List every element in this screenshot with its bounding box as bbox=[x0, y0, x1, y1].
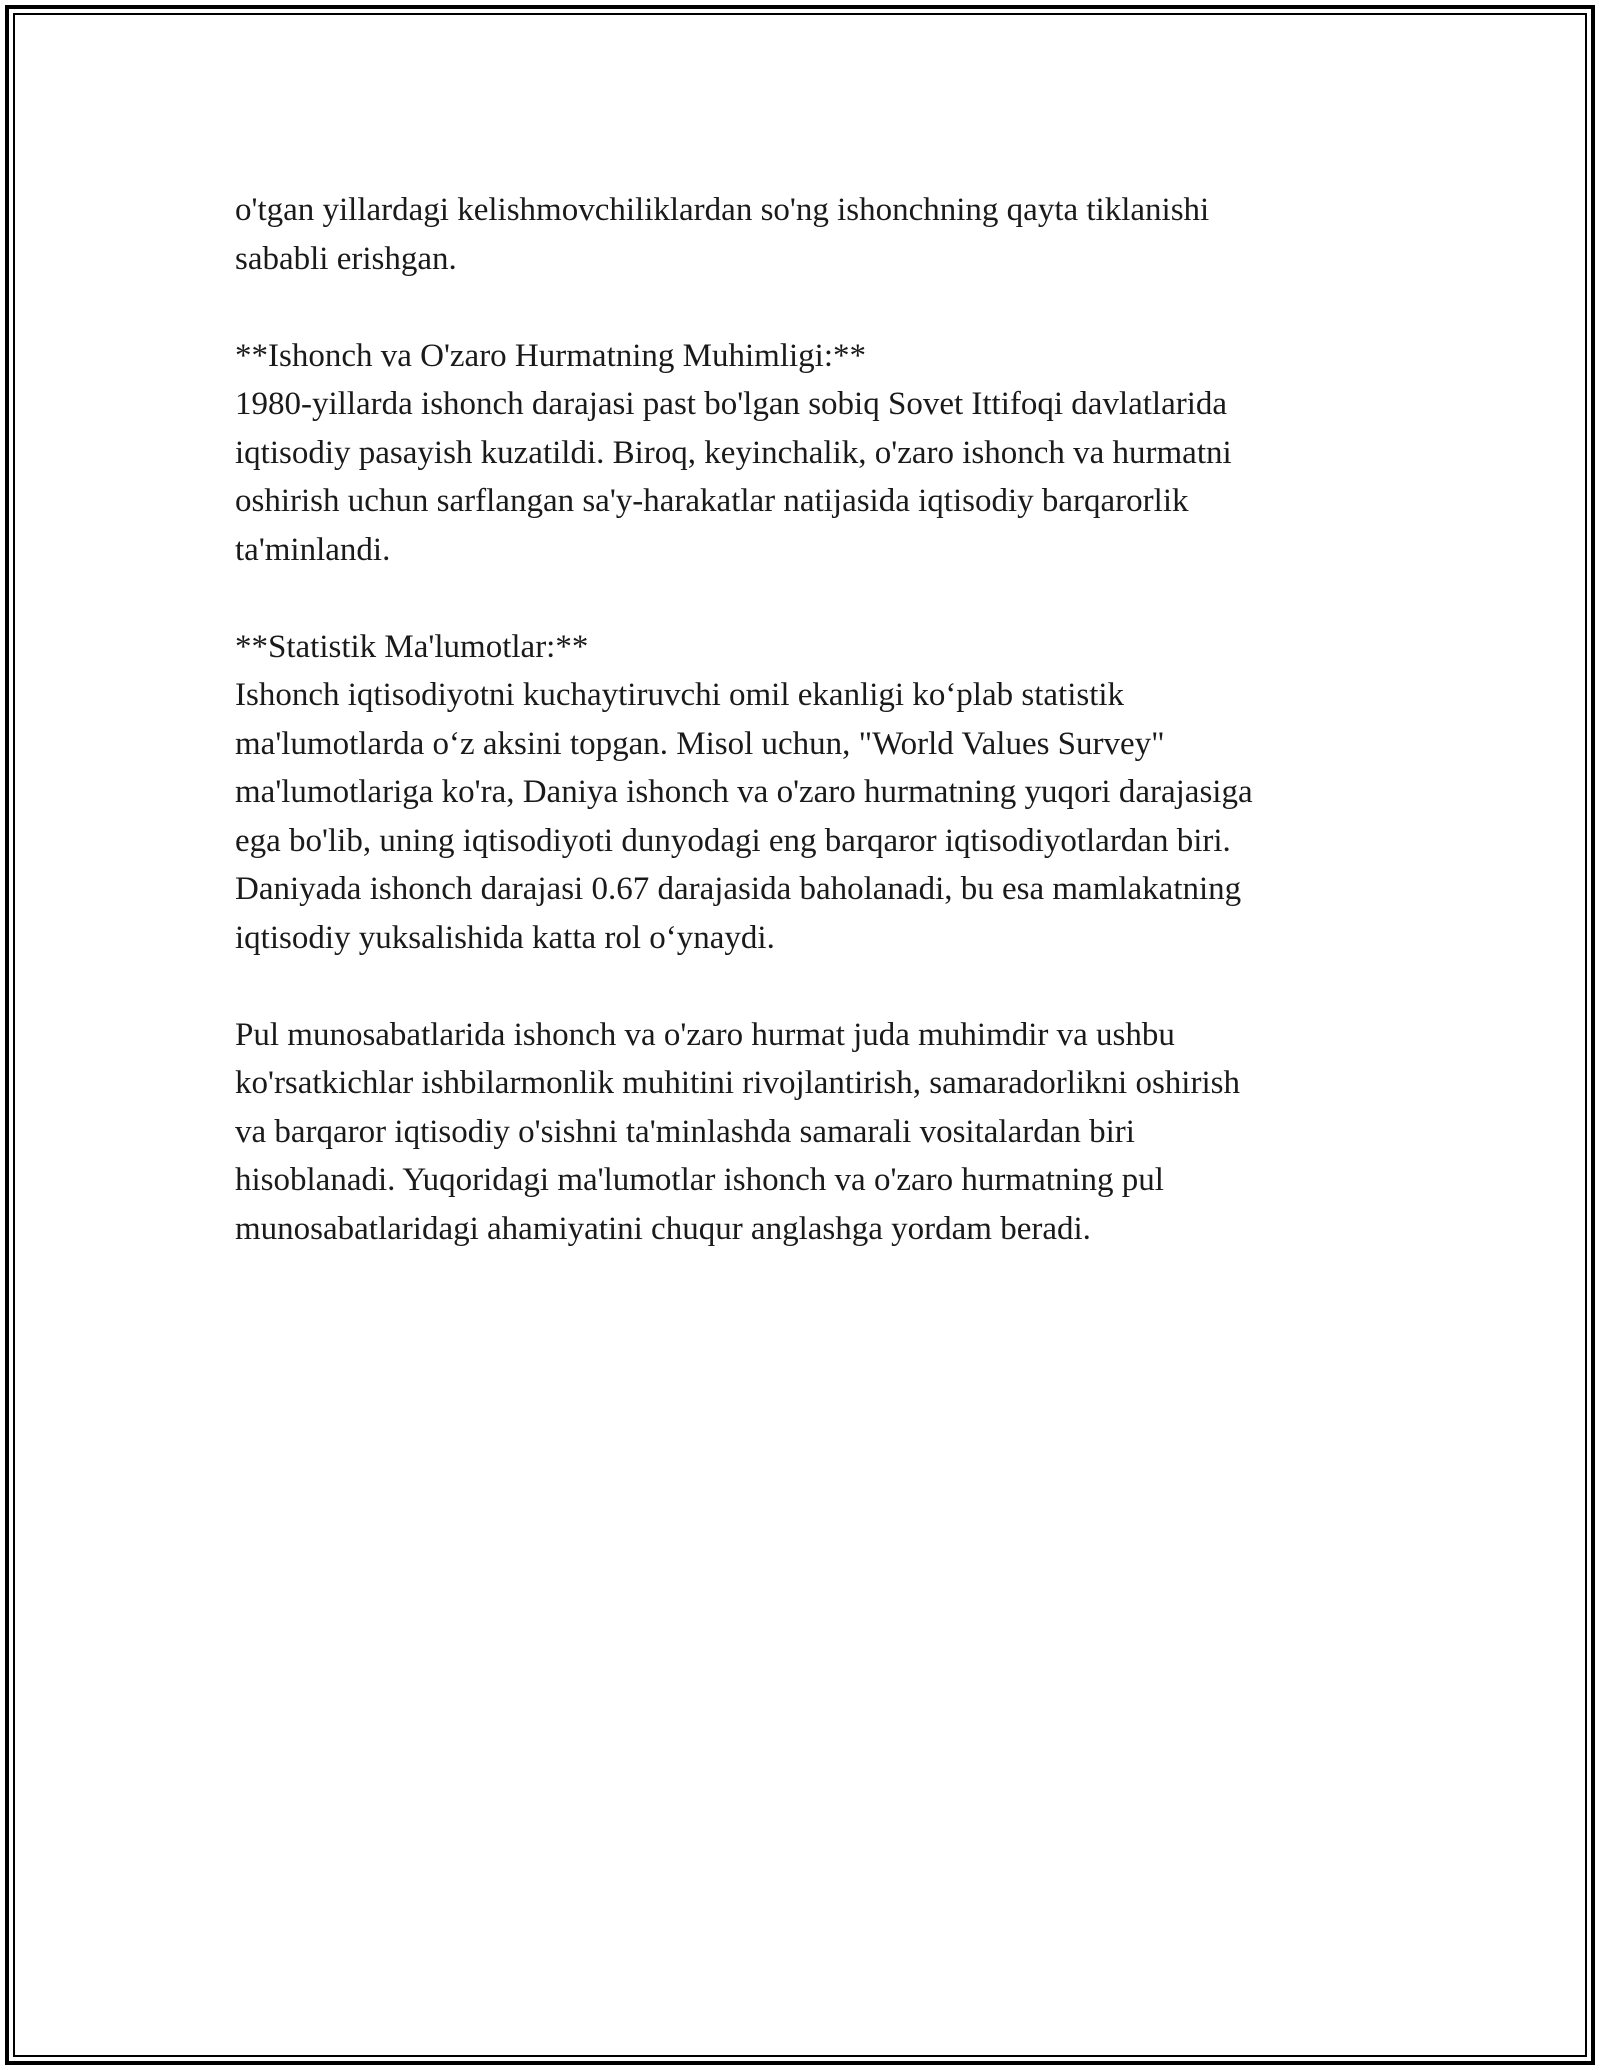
text-line: ta'minlandi. bbox=[235, 531, 391, 568]
text-line: ma'lumotlariga ko'ra, Daniya ishonch va o'zaro hurmatning yuqori darajasiga bbox=[235, 774, 1253, 810]
paragraph-spacer bbox=[235, 574, 1415, 623]
text-line: oshirish uchun sarflangan sa'y-harakatlar natijasida iqtisodiy barqarorlik bbox=[235, 483, 1189, 519]
text-line: ega bo'lib, uning iqtisodiyoti dunyodagi eng barqaror iqtisodiyotlardan biri. bbox=[235, 822, 1231, 859]
text-line: sababli erishgan. bbox=[235, 240, 457, 277]
section-heading: **Statistik Ma'lumotlar:** bbox=[235, 628, 589, 665]
text-line: ko'rsatkichlar ishbilarmonlik muhitini rivojlantirish, samaradorlikni oshirish bbox=[235, 1065, 1240, 1101]
section-trust bbox=[235, 332, 1415, 575]
text-line: hisoblanadi. Yuqoridagi ma'lumotlar ishonch va o'zaro hurmatning pul bbox=[235, 1162, 1164, 1198]
text-line: ma'lumotlarda o‘z aksini topgan. Misol uchun, "World Values Survey" bbox=[235, 725, 1165, 762]
text-line: 1980-yillarda ishonch darajasi past bo'lgan sobiq Sovet Ittifoqi davlatlarida bbox=[235, 386, 1228, 422]
text-line: munosabatlaridagi ahamiyatini chuqur anglashga yordam beradi. bbox=[235, 1210, 1091, 1247]
section-statistics bbox=[235, 623, 1415, 963]
text-line: Daniyada ishonch darajasi 0.67 darajasida baholanadi, bu esa mamlakatning bbox=[235, 871, 1242, 907]
text-line: iqtisodiy pasayish kuzatildi. Biroq, keyinchalik, o'zaro ishonch va hurmatni bbox=[235, 434, 1232, 471]
paragraph-conclusion bbox=[235, 1011, 1415, 1254]
paragraph-spacer bbox=[235, 283, 1415, 332]
document-body bbox=[235, 186, 1415, 1253]
paragraph-intro-continuation bbox=[235, 186, 1415, 283]
text-line: iqtisodiy yuksalishida katta rol o‘ynaydi. bbox=[235, 919, 775, 956]
section-heading: **Ishonch va O'zaro Hurmatning Muhimligi:** bbox=[235, 337, 867, 374]
text-line: Ishonch iqtisodiyotni kuchaytiruvchi omil ekanligi ko‘plab statistik bbox=[235, 677, 1125, 713]
text-line: va barqaror iqtisodiy o'sishni ta'minlashda samarali vositalardan biri bbox=[235, 1113, 1135, 1150]
paragraph-spacer bbox=[235, 962, 1415, 1011]
text-line: Pul munosabatlarida ishonch va o'zaro hurmat juda muhimdir va ushbu bbox=[235, 1016, 1175, 1053]
text-line: o'tgan yillardagi kelishmovchiliklardan so'ng ishonchning qayta tiklanishi bbox=[235, 192, 1210, 228]
